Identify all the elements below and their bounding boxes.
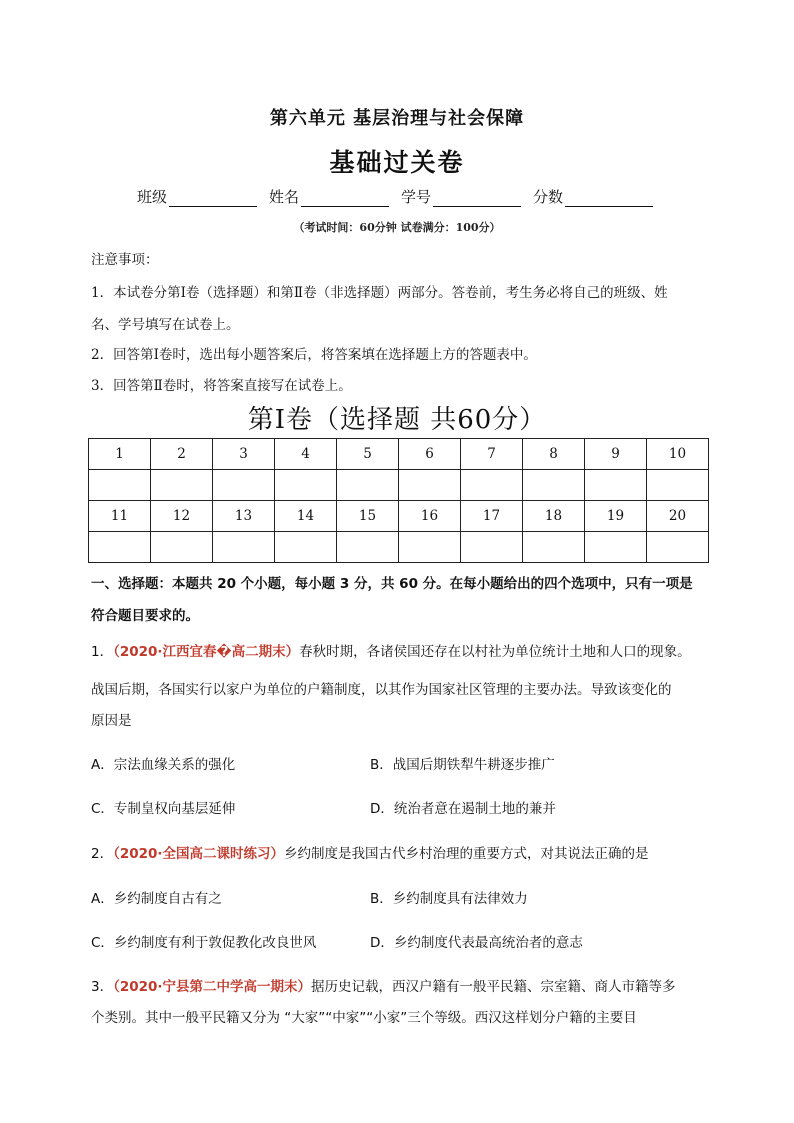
answer-blank-row [89,532,709,563]
question-text: 春秋时期，各诸侯国还存在以村社为单位统计土地和人口的现象。 [299,644,691,660]
section-title: 第Ⅰ卷（选择题 共60分） [247,405,547,435]
question-3 [91,975,676,995]
answer-table [88,438,709,563]
option-a[interactable]: A．宗法血缘关系的强化 [91,757,236,773]
answer-number-cell: 17 [461,501,523,532]
answer-blank-cell[interactable] [585,532,647,563]
class-field[interactable]: 班级 [137,186,257,207]
unit-title: 第六单元 基层治理与社会保障 [269,108,525,129]
answer-blank-cell[interactable] [647,532,709,563]
answer-blank-cell[interactable] [89,532,151,563]
answer-blank-cell[interactable] [89,470,151,501]
answer-number-cell: 12 [151,501,213,532]
student-info-fields [137,186,665,207]
option-d[interactable]: D．乡约制度代表最高统治者的意志 [370,935,583,951]
option-d[interactable]: D．统治者意在遏制土地的兼并 [370,801,556,817]
answer-blank-cell[interactable] [275,470,337,501]
answer-blank-cell[interactable] [399,532,461,563]
score-blank[interactable] [565,190,653,207]
answer-blank-row [89,470,709,501]
score-field[interactable]: 分数 [533,186,653,207]
answer-number-cell: 13 [213,501,275,532]
section-instructions: 一、选择题：本题共 20 个小题，每小题 3 分，共 60 分。在每小题给出的四个选项中，只有一项是 [91,576,693,592]
answer-blank-cell[interactable] [275,532,337,563]
question-source: （2020·江西宜春�高二期末） [113,644,300,660]
answer-blank-cell[interactable] [461,470,523,501]
answer-blank-cell[interactable] [523,532,585,563]
question-number: 3． [91,979,114,995]
answer-number-cell: 2 [151,439,213,470]
answer-blank-cell[interactable] [647,470,709,501]
student-id-blank[interactable] [433,190,521,207]
answer-number-cell: 14 [275,501,337,532]
answer-number-cell: 6 [399,439,461,470]
question-number: 2． [91,846,114,862]
question-text: 个类别。其中一般平民籍又分为 “大家”“中家”“小家”三个等级。西汉这样划分户籍的主要目 [91,1010,637,1026]
question-number: 1． [91,644,114,660]
note-item: 2．回答第Ⅰ卷时，选出每小题答案后，将答案填在选择题上方的答题表中。 [91,347,537,363]
question-text: 乡约制度是我国古代乡村治理的重要方式，对其说法正确的是 [284,846,649,862]
class-blank[interactable] [169,190,257,207]
answer-blank-cell[interactable] [337,532,399,563]
note-item: 1．本试卷分第Ⅰ卷（选择题）和第Ⅱ卷（非选择题）两部分。答卷前，考生务必将自己的班级、姓 [91,285,668,301]
answer-blank-cell[interactable] [461,532,523,563]
answer-number-cell: 7 [461,439,523,470]
answer-number-row [89,501,709,532]
notes-heading: 注意事项： [91,252,159,268]
answer-blank-cell[interactable] [151,470,213,501]
answer-number-cell: 15 [337,501,399,532]
answer-blank-cell[interactable] [213,532,275,563]
name-blank[interactable] [301,190,389,207]
note-item: 3．回答第Ⅱ卷时，将答案直接写在试卷上。 [91,378,352,394]
answer-number-cell: 10 [647,439,709,470]
answer-blank-cell[interactable] [399,470,461,501]
question-text: 据历史记载，西汉户籍有一般平民籍、宗室籍、商人市籍等多 [311,979,676,995]
option-a[interactable]: A．乡约制度自古有之 [91,891,222,907]
option-c[interactable]: C．专制皇权向基层延伸 [91,801,236,817]
answer-number-cell: 8 [523,439,585,470]
option-b[interactable]: B．战国后期铁犁牛耕逐步推广 [370,757,555,773]
note-item: 名、学号填写在试卷上。 [91,317,240,333]
answer-blank-cell[interactable] [337,470,399,501]
question-text: 战国后期，各国实行以家户为单位的户籍制度，以其作为国家社区管理的主要办法。导致该变化的 [91,682,672,698]
answer-blank-cell[interactable] [213,470,275,501]
exam-info: （考试时间：60分钟 试卷满分：100分） [293,221,501,234]
answer-blank-cell[interactable] [151,532,213,563]
answer-number-cell: 5 [337,439,399,470]
answer-number-cell: 3 [213,439,275,470]
question-text: 原因是 [91,713,132,729]
answer-number-row [89,439,709,470]
answer-number-cell: 19 [585,501,647,532]
answer-number-cell: 20 [647,501,709,532]
option-b[interactable]: B．乡约制度具有法律效力 [370,891,528,907]
answer-blank-cell[interactable] [585,470,647,501]
answer-number-cell: 18 [523,501,585,532]
answer-number-cell: 9 [585,439,647,470]
answer-blank-cell[interactable] [523,470,585,501]
question-source: （2020·宁县第二中学高一期末） [113,979,312,995]
answer-number-cell: 16 [399,501,461,532]
option-c[interactable]: C．乡约制度有利于敦促教化改良世风 [91,935,317,951]
question-source: （2020·全国高二课时练习） [113,846,285,862]
answer-number-cell: 11 [89,501,151,532]
name-field[interactable]: 姓名 [269,186,389,207]
answer-number-cell: 4 [275,439,337,470]
student-id-field[interactable]: 学号 [401,186,521,207]
section-instructions: 符合题目要求的。 [91,608,199,624]
question-1 [91,640,691,660]
answer-number-cell: 1 [89,439,151,470]
page-title: 基础过关卷 [329,148,465,177]
question-2 [91,842,649,862]
